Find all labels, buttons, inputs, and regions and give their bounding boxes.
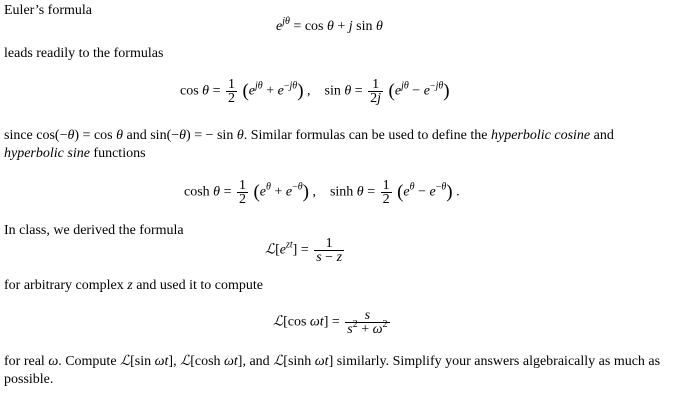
fraction-laplace-exp: $\frac{1}{s - z}$ — [316, 236, 343, 265]
fraction-half: $\frac{1}{2}$ — [238, 178, 246, 207]
paragraph-euler-intro: Euler’s formula — [4, 3, 92, 18]
paragraph-leads: leads readily to the formulas — [4, 46, 164, 61]
paragraph-arbitrary-complex: for arbitrary complex z and used it to compute — [4, 278, 263, 293]
fraction-half-j: $\frac{1}{2j}$ — [370, 77, 382, 106]
equation-cosh-sinh: cosh θ = $\frac{1}{2}$ $(e^\theta + e^{-\theta})$ , sinh θ = $\frac{1}{2}$ $(e^\theta - e^{-\theta})$ . — [184, 178, 460, 207]
fraction-half: $\frac{1}{2}$ — [227, 77, 235, 106]
paragraph-since: since cos(−θ) = cos θ and sin(−θ) = − sin θ. Similar formulas can be used to define the hyperbolic cosine and hyperbolic sine functions — [4, 128, 614, 161]
equation-laplace-exp: $ℒ[e^{zt}]$ = $\frac{1}{s - z}$ — [265, 236, 343, 265]
equation-euler: $e^{j\theta} = \cos \theta + j$ sin θ — [276, 16, 383, 34]
paragraph-in-class: In class, we derived the formula — [4, 223, 184, 238]
paragraph-compute: for real ω. Compute ℒ[sin ωt], ℒ[cosh ωt], and ℒ[sinh ωt] similarly. Simplify your answers algebraically as much as possible. — [4, 353, 661, 387]
fraction-laplace-cos: $\frac{s}{s^2 + \omega^2}$ — [347, 308, 388, 337]
equation-cos-sin: cos θ = $\frac{1}{2}$ $(e^{j\theta} + e^{-j\theta})$ , sin θ = $\frac{1}{2j}$ $(e^{j\theta} - e^{-j\theta})$ — [180, 77, 450, 106]
fraction-half: $\frac{1}{2}$ — [382, 178, 390, 207]
equation-laplace-cos: ℒ[cos ωt] = $\frac{s}{s^2 + \omega^2}$ — [273, 308, 388, 337]
